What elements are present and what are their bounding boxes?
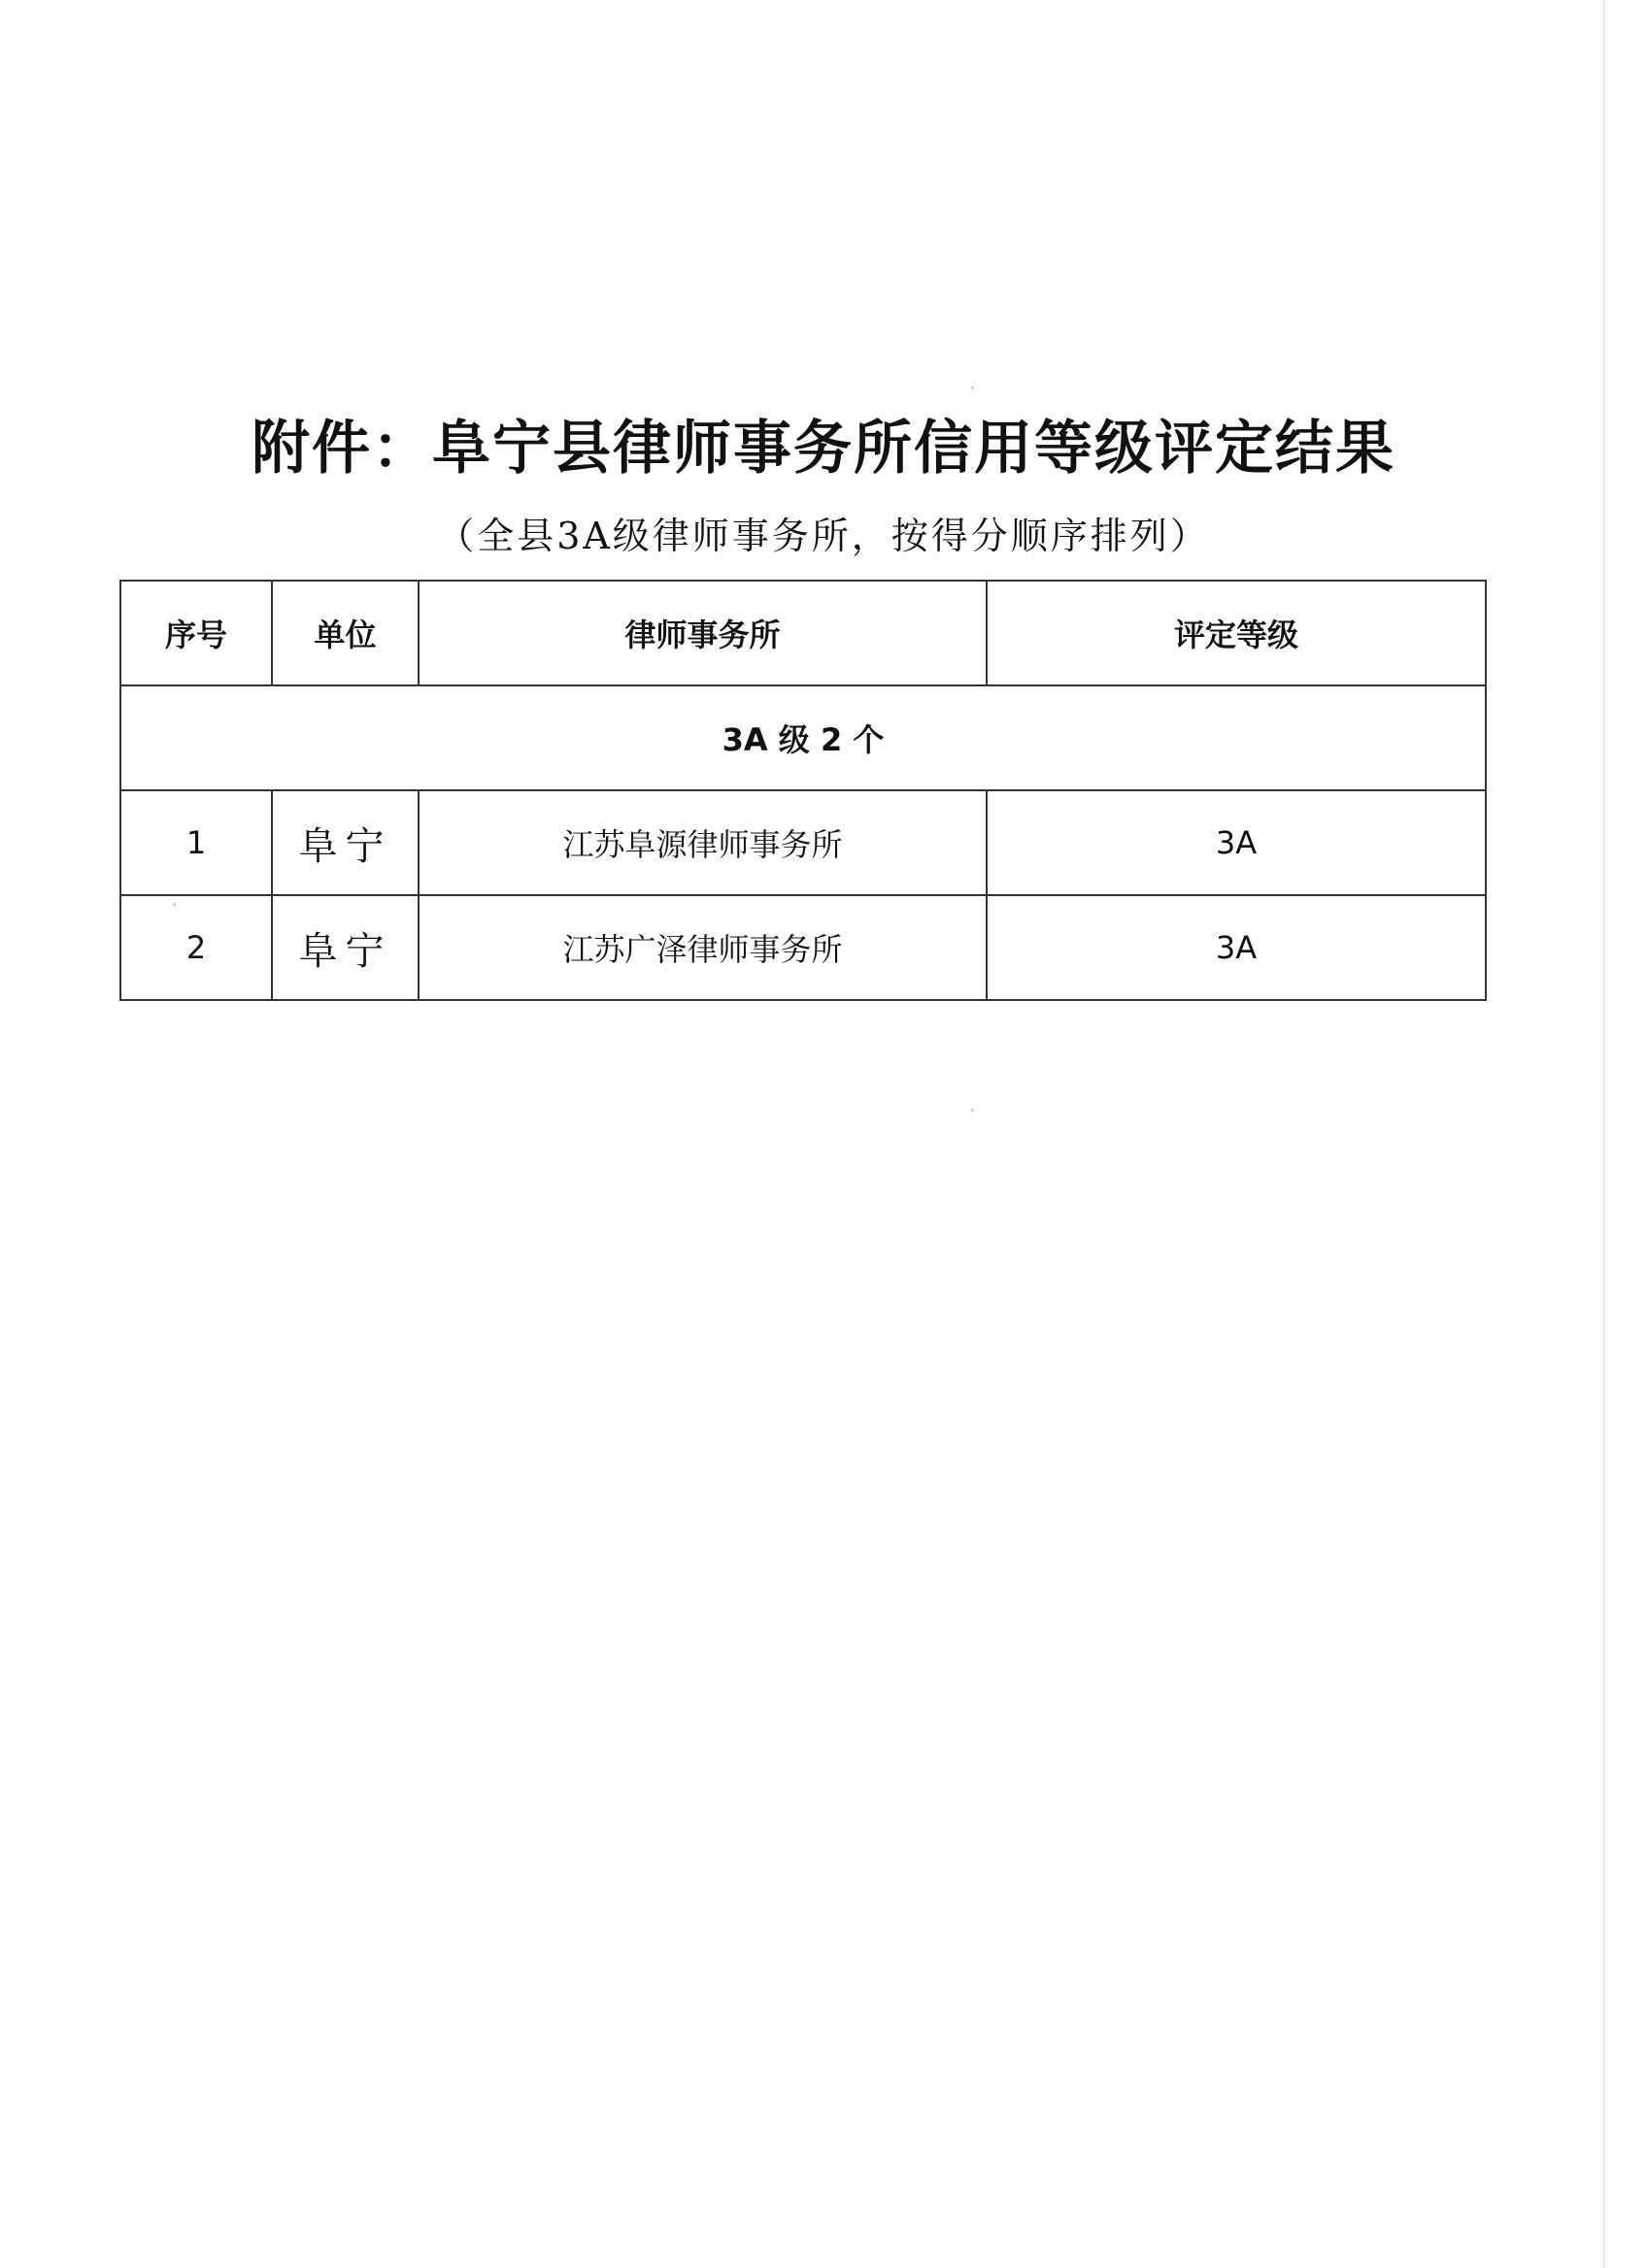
- page-edge-shadow: [1602, 0, 1605, 2268]
- row-serial-number: 1: [120, 790, 272, 895]
- header-law-firm: 律师事务所: [419, 581, 987, 685]
- row-law-firm: 江苏阜源律师事务所: [419, 790, 987, 895]
- header-unit: 单位: [272, 581, 419, 685]
- scan-speck: [971, 386, 974, 389]
- row-serial-number: 2: [120, 895, 272, 1000]
- table-row: [120, 790, 1486, 895]
- row-rating-grade: 3A: [987, 895, 1486, 1000]
- group-row: [120, 685, 1486, 790]
- row-law-firm: 江苏广泽律师事务所: [419, 895, 987, 1000]
- document-subtitle: （全县3A级律师事务所，按得分顺序排列）: [437, 515, 1210, 557]
- rating-result-table: [119, 580, 1487, 1001]
- scan-speck: [971, 1109, 974, 1112]
- table-row: [120, 895, 1486, 1000]
- header-serial-number: 序号: [120, 581, 272, 685]
- row-unit: 阜宁: [272, 790, 419, 895]
- table-header-row: [120, 581, 1486, 685]
- row-rating-grade: 3A: [987, 790, 1486, 895]
- header-rating-grade: 评定等级: [987, 581, 1486, 685]
- document-title: 附件：阜宁县律师事务所信用等级评定结果: [252, 415, 1395, 483]
- group-label: 3A 级 2 个: [120, 685, 1486, 790]
- row-unit: 阜宁: [272, 895, 419, 1000]
